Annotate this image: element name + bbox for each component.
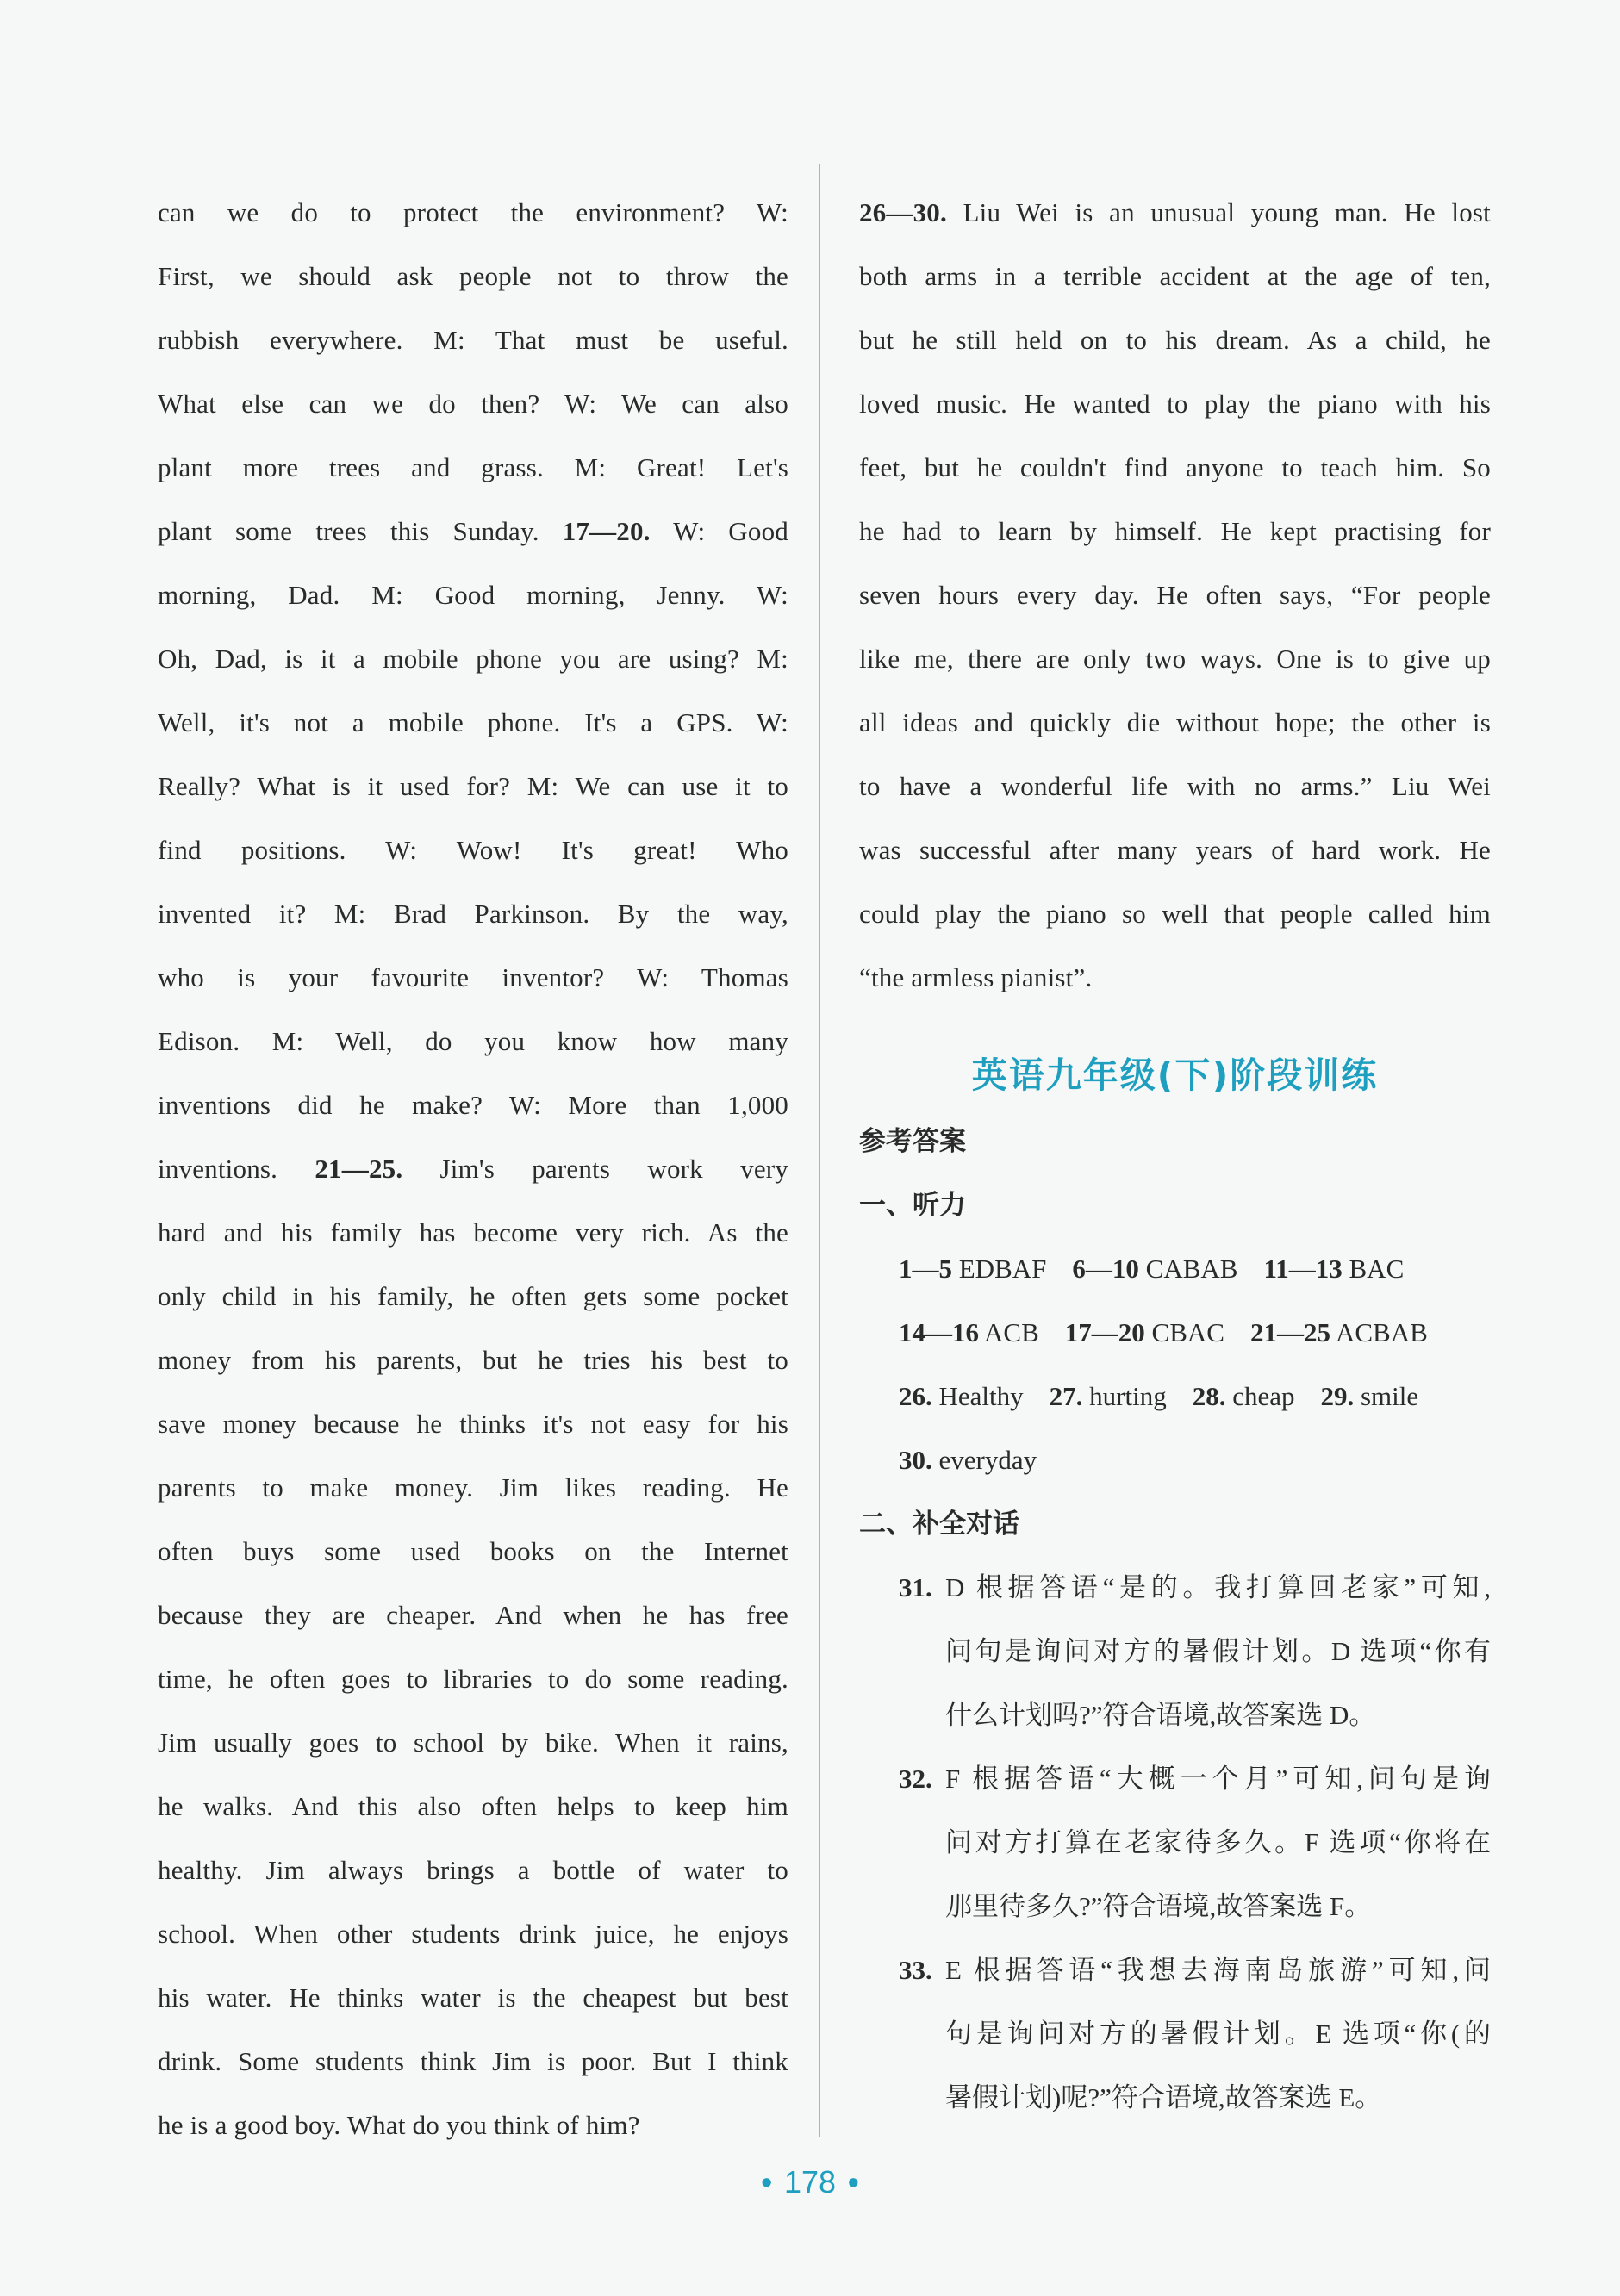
answer-row bbox=[859, 1237, 1491, 1301]
explanation-line: 31. D 根据答语“是的。我打算回老家”可知, bbox=[859, 1556, 1491, 1620]
right-text-line: but he still held on to his dream. As a child, he bbox=[859, 325, 1491, 355]
question-number: 32. bbox=[899, 1764, 932, 1794]
section-title: 英语九年级(下)阶段训练 bbox=[971, 1055, 1379, 1096]
left-text-line: inventions did he make? W: More than 1,000 bbox=[158, 1090, 788, 1120]
answer-row bbox=[859, 1301, 1491, 1365]
right-column bbox=[859, 181, 1491, 2130]
question-answer bbox=[859, 1938, 1491, 2130]
question-number: 33. bbox=[899, 1955, 932, 1985]
answer-item: 28. cheap bbox=[1192, 1381, 1295, 1411]
explanation-line: 暑假计划)呢?”符合语境,故答案选 E。 bbox=[945, 2082, 1382, 2112]
left-text-line: he walks. And this also often helps to keep him bbox=[158, 1791, 788, 1821]
left-text-line: Oh, Dad, is it a mobile phone you are using? M: bbox=[158, 644, 788, 674]
answers-label: 参考答案 bbox=[859, 1126, 966, 1157]
left-text-line: drink. Some students think Jim is poor. But I think bbox=[158, 2046, 788, 2076]
explanation-line: 33. E 根据答语“我想去海南岛旅游”可知,问 bbox=[859, 1938, 1491, 2002]
left-text-line: often buys some used books on the Internet bbox=[158, 1536, 788, 1566]
right-text-line: he had to learn by himself. He kept practising for bbox=[859, 516, 1491, 546]
explanation-line: 问句是询问对方的暑假计划。D 选项“你有 bbox=[945, 1636, 1491, 1666]
left-text-line: can we do to protect the environment? W: bbox=[158, 197, 788, 227]
left-text-line: inventions. 21—25. Jim's parents work very bbox=[158, 1154, 789, 1184]
answer-item: 21—25 ACBAB bbox=[1249, 1317, 1428, 1347]
left-column bbox=[158, 181, 788, 2157]
right-text-line: 26—30. Liu Wei is an unusual young man. He lost bbox=[859, 197, 1491, 227]
right-text-line: seven hours every day. He often says, “For people bbox=[859, 580, 1491, 610]
left-text-line: his water. He thinks water is the cheapest but best bbox=[158, 1982, 788, 2013]
left-text-line: What else can we do then? W: We can also bbox=[158, 389, 788, 419]
left-text-line: plant some trees this Sunday. 17—20. W: Good bbox=[158, 516, 788, 546]
answer-item: 14—16 ACB bbox=[899, 1317, 1039, 1347]
explanation-line: 32. F 根据答语“大概一个月”可知,问句是询 bbox=[859, 1747, 1491, 1811]
page-number: 178 bbox=[783, 2164, 837, 2200]
explanation-line: 句是询问对方的暑假计划。E 选项“你(的 bbox=[945, 2019, 1491, 2049]
right-text-line: loved music. He wanted to play the piano with his bbox=[859, 389, 1491, 419]
left-text-line: money from his parents, but he tries his best to bbox=[158, 1345, 788, 1375]
answer-item: 11—13 BAC bbox=[1263, 1254, 1405, 1284]
column-divider bbox=[819, 164, 820, 2137]
answer-item: 6—10 CABAB bbox=[1072, 1254, 1238, 1284]
left-text-line: rubbish everywhere. M: That must be useful. bbox=[158, 325, 788, 355]
answer-item: 29. smile bbox=[1320, 1381, 1419, 1411]
left-text-line: First, we should ask people not to throw the bbox=[158, 261, 788, 291]
right-text-line: feet, but he couldn't find anyone to teach him. So bbox=[859, 452, 1491, 482]
answer-item: 1—5 EDBAF bbox=[899, 1254, 1047, 1284]
explanation-line: 那里待多久?”符合语境,故答案选 F。 bbox=[945, 1891, 1372, 1921]
left-text-line: find positions. W: Wow! It's great! Who bbox=[158, 835, 788, 865]
right-text-line: both arms in a terrible accident at the age of ten, bbox=[859, 261, 1491, 291]
left-text-line: plant more trees and grass. M: Great! Let's bbox=[158, 452, 788, 482]
left-text-line: healthy. Jim always brings a bottle of water to bbox=[158, 1855, 788, 1885]
bullet-icon: • bbox=[848, 2164, 859, 2200]
right-text-line: all ideas and quickly die without hope; the other is bbox=[859, 707, 1491, 737]
passage-26-30 bbox=[859, 181, 1491, 1010]
left-text-line: school. When other students drink juice, he enjoys bbox=[158, 1919, 788, 1949]
left-text-line: only child in his family, he often gets some pocket bbox=[158, 1281, 788, 1311]
explanation-line: 什么计划吗?”符合语境,故答案选 D。 bbox=[945, 1700, 1376, 1730]
right-text-line: could play the piano so well that people called him bbox=[859, 899, 1491, 929]
page-footer bbox=[0, 2164, 1620, 2200]
answer-item: 26. Healthy bbox=[899, 1381, 1024, 1411]
left-text-line: Well, it's not a mobile phone. It's a GPS. W: bbox=[158, 707, 788, 737]
answer-item: 17—20 CBAC bbox=[1064, 1317, 1224, 1347]
answer-item: 27. hurting bbox=[1049, 1381, 1167, 1411]
explanation-line: 问对方打算在老家待多久。F 选项“你将在 bbox=[945, 1827, 1491, 1857]
part2-label: 二、补全对话 bbox=[859, 1509, 1019, 1540]
left-text-line: Edison. M: Well, do you know how many bbox=[158, 1026, 788, 1056]
left-text-line: he is a good boy. What do you think of him? bbox=[158, 2110, 640, 2140]
right-text-line: like me, there are only two ways. One is to give up bbox=[859, 644, 1491, 674]
left-text-line: because they are cheaper. And when he has free bbox=[158, 1600, 788, 1630]
part1-label: 一、听力 bbox=[859, 1190, 966, 1221]
left-text-line: Jim usually goes to school by bike. When it rains, bbox=[158, 1727, 788, 1758]
listening-answers bbox=[859, 1237, 1491, 1492]
answer-row bbox=[859, 1365, 1491, 1428]
question-answer bbox=[859, 1747, 1491, 1938]
bullet-icon: • bbox=[761, 2164, 772, 2200]
answer-row bbox=[859, 1428, 1491, 1492]
answer-item: 30. everyday bbox=[899, 1445, 1037, 1475]
left-text-line: who is your favourite inventor? W: Thomas bbox=[158, 962, 788, 992]
left-text-line: hard and his family has become very rich. As the bbox=[158, 1217, 788, 1248]
left-text-line: parents to make money. Jim likes reading. He bbox=[158, 1472, 788, 1503]
right-text-line: to have a wonderful life with no arms.” Liu Wei bbox=[859, 771, 1491, 801]
dialogue-answers bbox=[859, 1556, 1491, 2130]
left-text-line: invented it? M: Brad Parkinson. By the way, bbox=[158, 899, 788, 929]
right-text-line: “the armless pianist”. bbox=[859, 962, 1093, 992]
question-number: 31. bbox=[899, 1572, 932, 1602]
left-text-line: save money because he thinks it's not easy for his bbox=[158, 1409, 788, 1439]
question-answer bbox=[859, 1556, 1491, 1747]
right-text-line: was successful after many years of hard work. He bbox=[859, 835, 1491, 865]
left-text-line: time, he often goes to libraries to do some reading. bbox=[158, 1664, 788, 1694]
left-text-line: Really? What is it used for? M: We can use it to bbox=[158, 771, 788, 801]
left-text-line: morning, Dad. M: Good morning, Jenny. W: bbox=[158, 580, 788, 610]
